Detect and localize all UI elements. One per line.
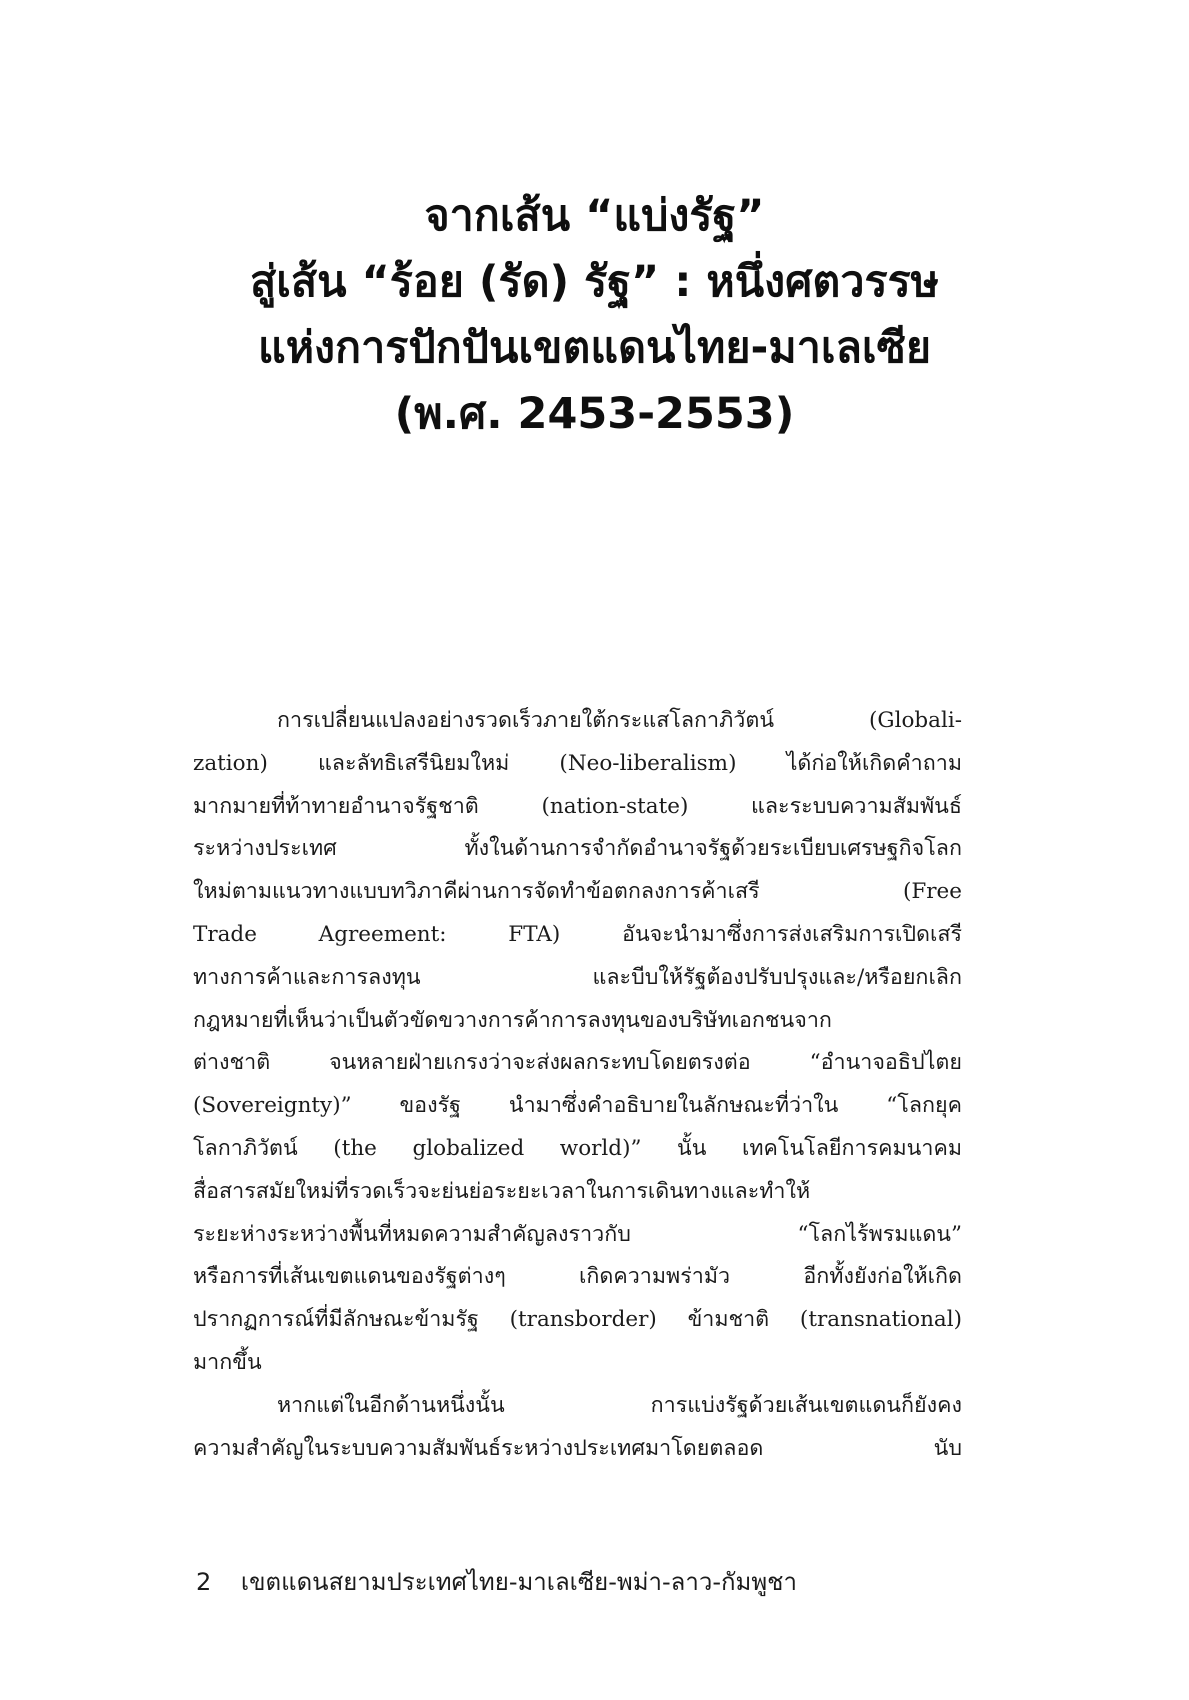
paragraph-line: มากมายที่ท้าทายอำนาจรัฐชาติ (nation-state) และระบบความสัมพันธ์ bbox=[193, 793, 962, 819]
paragraph-line: กฎหมายที่เห็นว่าเป็นตัวขัดขวางการค้าการลงทุนของบริษัทเอกชนจาก bbox=[193, 1007, 832, 1033]
paragraph-line: ปรากฏการณ์ที่มีลักษณะข้ามรัฐ (transborder) ข้ามชาติ (transnational) bbox=[193, 1307, 962, 1333]
paragraph-line: ความสำคัญในระบบความสัมพันธ์ระหว่างประเทศมาโดยตลอด นับ bbox=[193, 1435, 962, 1461]
paragraph-line: สื่อสารสมัยใหม่ที่รวดเร็วจะย่นย่อระยะเวลาในการเดินทางและทำให้ bbox=[193, 1178, 811, 1204]
paragraph-line: ต่างชาติ จนหลายฝ่ายเกรงว่าจะส่งผลกระทบโดยตรงต่อ “อำนาจอธิปไตย bbox=[193, 1050, 962, 1076]
body-text bbox=[193, 700, 962, 1470]
chapter-title-line: (พ.ศ. 2453-2553) bbox=[394, 389, 795, 439]
chapter-title-line: สู่เส้น “ร้อย (รัด) รัฐ” : หนึ่งศตวรรษ bbox=[249, 257, 940, 307]
chapter-title bbox=[0, 183, 1189, 447]
paragraph-line: มากขึ้น bbox=[193, 1349, 262, 1375]
chapter-title-line: แห่งการปักปันเขตแดนไทย-มาเลเซีย bbox=[257, 323, 932, 373]
paragraph-line: หากแต่ในอีกด้านหนึ่งนั้น การแบ่งรัฐด้วยเส้นเขตแดนก็ยังคง bbox=[277, 1392, 962, 1418]
paragraph-line: หรือการที่เส้นเขตแดนของรัฐต่างๆ เกิดความพร่ามัว อีกทั้งยังก่อให้เกิด bbox=[193, 1264, 962, 1290]
paragraph-2 bbox=[193, 1385, 962, 1471]
paragraph-line: (Sovereignty)” ของรัฐ นำมาซึ่งคำอธิบายในลักษณะที่ว่าใน “โลกยุค bbox=[193, 1093, 962, 1119]
paragraph-1 bbox=[193, 700, 962, 1385]
page-footer bbox=[196, 1562, 797, 1601]
paragraph-line: Trade Agreement: FTA) อันจะนำมาซึ่งการส่งเสริมการเปิดเสรี bbox=[193, 921, 962, 947]
paragraph-line: ใหม่ตามแนวทางแบบทวิภาคีผ่านการจัดทำข้อตกลงการค้าเสรี (Free bbox=[193, 879, 962, 905]
paragraph-line: โลกาภิวัตน์ (the globalized world)” นั้น เทคโนโลยีการคมนาคม bbox=[193, 1135, 962, 1161]
paragraph-line: ทางการค้าและการลงทุน และบีบให้รัฐต้องปรับปรุงและ/หรือยกเลิก bbox=[193, 964, 962, 990]
paragraph-line: ระยะห่างระหว่างพื้นที่หมดความสำคัญลงราวกับ “โลกไร้พรมแดน” bbox=[193, 1221, 962, 1247]
paragraph-line: การเปลี่ยนแปลงอย่างรวดเร็วภายใต้กระแสโลกาภิวัตน์ (Globali- bbox=[277, 708, 962, 733]
running-title: เขตแดนสยามประเทศไทย-มาเลเซีย-พม่า-ลาว-กัมพูชา bbox=[240, 1568, 797, 1596]
page-number: 2 bbox=[196, 1568, 212, 1596]
chapter-title-line: จากเส้น “แบ่งรัฐ” bbox=[424, 191, 765, 241]
paragraph-line: zation) และลัทธิเสรีนิยมใหม่ (Neo-liberalism) ได้ก่อให้เกิดคำถาม bbox=[193, 750, 962, 776]
paragraph-line: ระหว่างประเทศ ทั้งในด้านการจำกัดอำนาจรัฐด้วยระเบียบเศรษฐกิจโลก bbox=[193, 836, 962, 862]
